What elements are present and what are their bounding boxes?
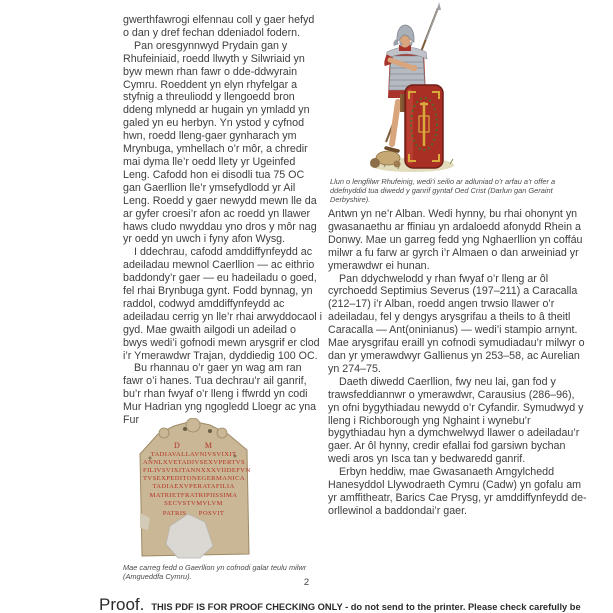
gravestone-illustration bbox=[130, 418, 257, 560]
page-number: 2 bbox=[303, 577, 310, 588]
inscription-line: D M bbox=[174, 441, 213, 450]
paragraph: Bu rhannau o’r gaer yn wag am ran fawr o’i hanes. Tua dechrau’r ail ganrif, bu’r rhan fwyaf o’r lleng i ffwrdd yn codi Mur Hadrian yng ngogledd Lloegr ac yna Fur bbox=[123, 362, 317, 427]
paragraph: Daeth diwedd Caerllion, fwy neu lai, gan fod y trawsfeddiannwr o ymerawdwr, Carausius (286–96), yn ofni bygythiadau newydd o’r Cyfandir. Symudwyd y lleng i Richborough yng Nghaint i wynebu’r bygythiadau hyn a dymchwelwyd llawer o adeiladau’r gaer. Ar ôl hynny, credir efallai fod garsiwn bychan wedi aros yn Isca tan y bedwaredd ganrif. bbox=[328, 375, 584, 466]
gear-ball bbox=[394, 161, 401, 168]
inscription-line: SECVSTVMVLVM bbox=[164, 499, 223, 507]
inscription-line: ANNLXVETADIVSEXVPERTVS bbox=[143, 459, 246, 467]
pilum-tip bbox=[426, 8, 438, 40]
pilum-point bbox=[437, 2, 441, 10]
paragraph: Antwn yn ne’r Alban. Wedi hynny, bu rhai ohonynt yn gwasanaethu ar ffiniau yn ardaloedd afonydd Rhein a Donwy. Mae un garreg fedd yng Nghaerllion yn coffáu milwr a fu farw ar gyrch i’r Almaen o dan arweiniad yr ymerawdwr ei hunan. bbox=[328, 208, 583, 272]
inscription-line: FILIVSVIXITANNXXXVIIDEFVN bbox=[143, 467, 251, 475]
proof-label: Proof. bbox=[99, 595, 145, 613]
right-text-column bbox=[328, 208, 587, 518]
left-text-column bbox=[123, 14, 323, 427]
proof-notice: THIS PDF IS FOR PROOF CHECKING ONLY - do not send to the printer. Please check carefully be bbox=[151, 602, 581, 612]
paragraph: Pan oresgynnwyd Prydain gan y Rhufeiniaid, roedd llwyth y Silwriaid yn byw mewn rhan fawr o dde-ddwyrain Cymru. Roeddent yn elyn rhyfelgar a styfnig a threuliodd y llengoedd bron ddeng mlynedd ar hugain yn ymladd yn galed yn eu herbyn. Yn ystod y cyfnod hwn, roedd lleng-gaer gynharach ym Mrynbuga, ymhellach o’r môr, a chredir mai dyma lle’r oedd llety yr Ugeinfed Leng. Cafodd hon ei disodli tua 75 OC gan Gaerllion lle’r ymsefydlodd yr Ail Leng. Roedd y gaer newydd mewn lle da ar gyfer croesi’r afon ac roedd yn llawer haws cludo nwyddau yno dros y môr nag yr oedd yn uwch i fyny afon Wysg. bbox=[123, 39, 317, 246]
paragraph: I ddechrau, cafodd amddiffynfeydd ac adeiladau mewnol Caerllion — ac eithrio baddondy’r gaer — eu hadeiladu o goed, fel rhai Brynbuga gynt. Fodd bynnag, yn raddol, codwyd amddiffynfeydd ac adeiladau cerrig yn lle’r rhai arwyddocaol i gyd. Mae gwaith ailgodi un adeilad o bwys wedi’i gofnodi mewn arysgrif er clod i’r Ymerawdwr Trajan, dyddiedig 100 OC. bbox=[123, 246, 323, 362]
inscription-line: TADIAVALLAVNIVSVIXIT bbox=[150, 451, 237, 459]
soldier-caption: Llun o lengfilwr Rhufeinig, wedi’i seilio ar adluniad o’r arfau a’r offer a ddefnyddid tua diwedd y ganrif gyntaf Oed Crist (Darlun gan Geraint Derbyshire). bbox=[330, 177, 556, 205]
paragraph: Erbyn heddiw, mae Gwasanaeth Amgylchedd Hanesyddol Llywodraeth Cymru (Cadw) yn gofalu am yr amffitheatr, Barics Cae Prysg, yr amddiffynfeydd de-orllewinol a baddondai’r gaer. bbox=[328, 466, 587, 517]
leg bbox=[392, 102, 398, 144]
stone-knob bbox=[186, 418, 200, 432]
stone-knob bbox=[159, 428, 169, 438]
stone-hole bbox=[208, 429, 212, 433]
inscription-line: TVSEXPEDITONEGERMANICA bbox=[143, 475, 246, 483]
stone-knob bbox=[217, 428, 227, 438]
proof-footer bbox=[99, 595, 613, 613]
stone-inscription bbox=[143, 441, 251, 518]
inscription-line: TADIAEXVPERATAFILIA bbox=[152, 483, 235, 491]
inscription-line: MATRIETFRATRIPIISSIMA bbox=[149, 491, 238, 499]
roman-soldier-icon bbox=[368, 2, 474, 174]
paragraph: Pan ddychwelodd y rhan fwyaf o’r lleng ar ôl cyrchoedd Septimius Severus (197–211) a Caracalla (212–17) i’r Alban, roedd angen trwsio llawer o’r adeiladau, fel y dengys arysgrifau a theils to â theitl Caracalla — Ant(oninianus) — wedi’i stampio arnynt. Mae arysgrifau eraill yn cofnodi symudiadau’r milwyr o dan yr ymerawdwyr Gallienus yn 253–58, ac Aurelian yn 274–75. bbox=[328, 272, 585, 375]
stone-hole bbox=[183, 427, 187, 431]
shield-highlight bbox=[407, 89, 413, 164]
paragraph: gwerthfawrogi elfennau coll y gaer hefyd o dan y dref fechan ddeniadol fodern. bbox=[123, 14, 315, 39]
sandal bbox=[386, 148, 398, 151]
inscription-line: PATRIS POSVIT bbox=[162, 509, 225, 517]
hand bbox=[411, 65, 417, 71]
gravestone-caption: Mae carreg fedd o Gaerllion yn cofnodi galar teulu milwr (Amgueddfa Cymru). bbox=[123, 563, 307, 582]
gear-ball bbox=[370, 158, 380, 168]
roman-soldier-illustration bbox=[368, 2, 474, 174]
